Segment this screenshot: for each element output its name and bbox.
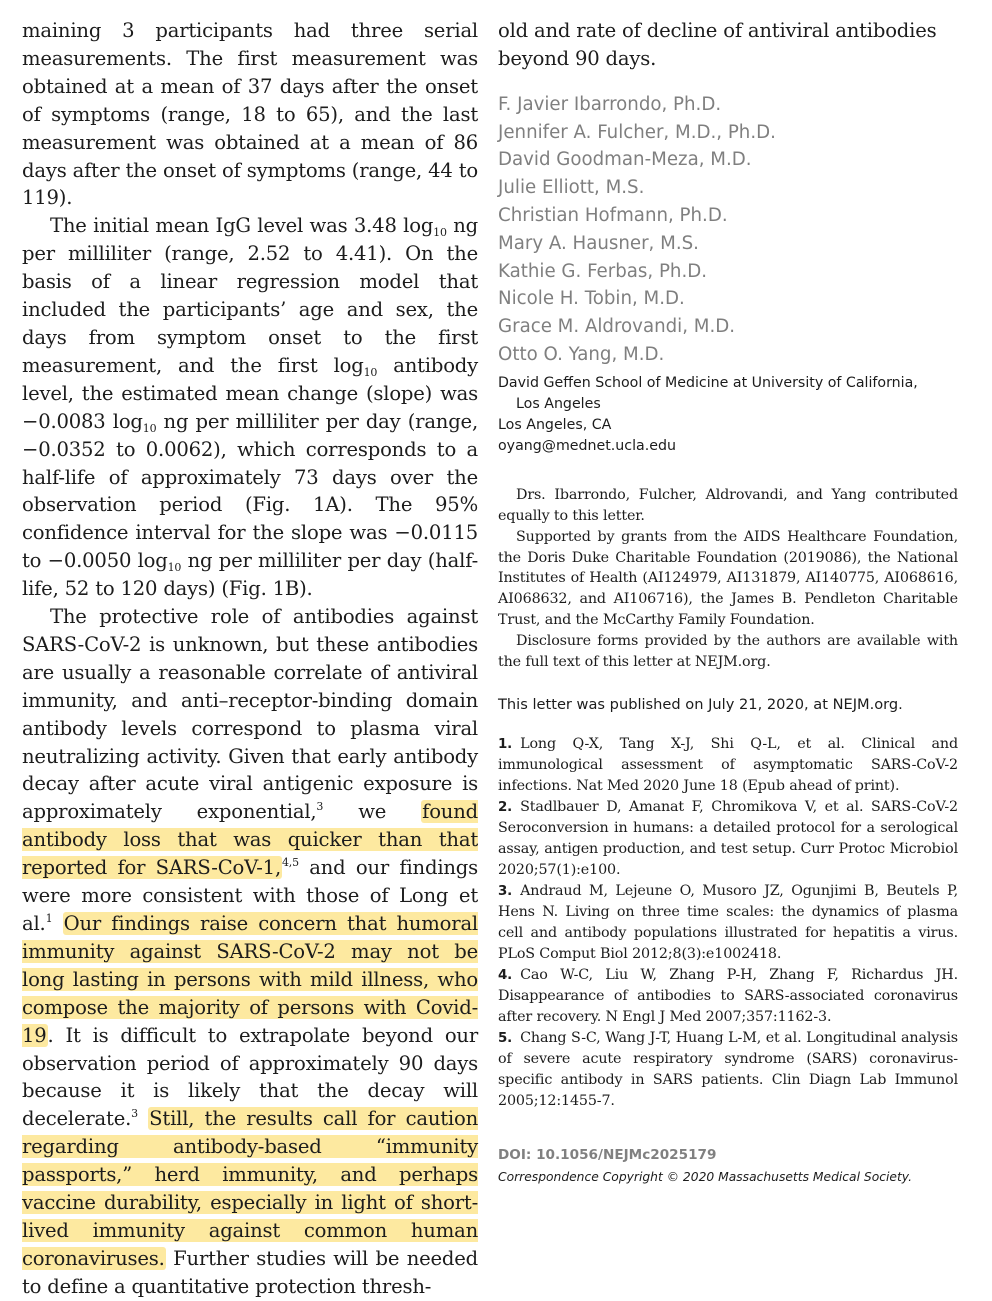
reference-item[interactable] [498, 1028, 958, 1112]
author-name: David Goodman-Meza, M.D. [498, 149, 752, 171]
author-name: Julie Elliott, M.S. [498, 177, 645, 199]
doi-link[interactable]: DOI: 10.1056/NEJMc2025179 [498, 1147, 717, 1163]
affiliation-line: David Geffen School of Medicine at University of California, [498, 374, 918, 391]
publication-note: This letter was published on July 21, 2020, at NEJM.org. [498, 695, 903, 713]
subscript: 10 [167, 561, 182, 575]
reference-number: 4. [498, 967, 513, 983]
reference-text: Chang S-C, Wang J-T, Huang L-M, et al. Longitudinal analysis of severe acute respiratory syndrome (SARS) coronavirus-specific antibody in SARS patients. Clin Diagn Lab Immunol 2005;12:1455-7. [498, 1029, 958, 1109]
note-contribution: Drs. Ibarrondo, Fulcher, Aldrovandi, and Yang contributed equally to this letter. [498, 486, 958, 524]
reference-text: Long Q-X, Tang X-J, Shi Q-L, et al. Clinical and immunological assessment of asymptomatic SARS-CoV-2 infections. Nat Med 2020 June 18 (Epub ahead of print). [498, 735, 958, 794]
text: antibody level, the estimated mean change (slope) was −0.0083 log [22, 353, 479, 433]
text: and our findings were more consistent with those of Long et al. [22, 856, 478, 935]
reference-text: Andraud M, Lejeune O, Musoro JZ, Ogunjimi B, Beutels P, Hens N. Living on three time scales: the dynamics of plasma cell and antibody populations illustrated for hepatitis a virus. PLoS Comput Biol 2012;8(3):e1002418. [498, 882, 958, 962]
author-name: Mary A. Hausner, M.S. [498, 232, 699, 254]
author-email-link[interactable]: oyang@mednet.ucla.edu [498, 437, 676, 454]
left-column [22, 17, 478, 1301]
author-list [498, 91, 958, 369]
author-name: F. Javier Ibarrondo, Ph.D. [498, 93, 722, 115]
paragraph-igg-level [22, 212, 478, 603]
affiliation-line: Los Angeles [516, 395, 601, 412]
reference-number: 5. [498, 1030, 513, 1046]
author-name: Christian Hofmann, Ph.D. [498, 205, 728, 226]
citation-superscript[interactable]: 3 [316, 800, 324, 814]
text: . It is difficult to extrapolate beyond our observation period of approximately 90 days because it is likely that the decay will decelerate. [22, 1023, 478, 1131]
reference-number: 2. [498, 799, 513, 815]
text: ng per milliliter (range, 2.52 to 4.41). On the basis of a linear regression model that included the participants’ age and sex, the days from symptom onset to the first measurement, and the first log [22, 214, 478, 377]
reference-item[interactable] [498, 881, 958, 965]
reference-text: Stadlbauer D, Amanat F, Chromikova V, et al. SARS-CoV-2 Seroconversion in humans: a detailed protocol for a serological assay, antigen production, and test setup. Curr Protoc Microbiol 2020;57(1):e100. [498, 798, 958, 878]
author-name: Grace M. Aldrovandi, M.D. [498, 316, 736, 338]
author-notes [498, 485, 958, 673]
citation-superscript[interactable]: 4,5 [281, 856, 299, 870]
author-name: Otto O. Yang, M.D. [498, 343, 665, 365]
reference-item[interactable] [498, 797, 958, 881]
text: Further studies will be needed to define a quantitative protection thresh- [22, 1246, 478, 1298]
reference-item[interactable] [498, 965, 958, 1028]
citation-superscript[interactable]: 1 [45, 912, 53, 925]
note-funding: Supported by grants from the AIDS Healthcare Foundation, the Doris Duke Charitable Foundation (2019086), the National Institutes of Health (AI124979, AI131879, AI140775, AI068616, AI068632, and AI106716), the James B. Pendleton Charitable Trust, and the McCarthy Family Foundation. [498, 528, 958, 629]
affiliation-block [498, 373, 958, 457]
author-name: Nicole H. Tobin, M.D. [498, 288, 685, 310]
note-disclosure: Disclosure forms provided by the authors are available with the full text of this letter at NEJM.org. [498, 633, 958, 671]
subscript: 10 [363, 365, 378, 379]
reference-number: 3. [498, 883, 513, 899]
paragraph-measurements: maining 3 participants had three serial measurements. The first measurement was obtained at a mean of 37 days after the onset of symptoms (range, 18 to 65), and the last measurement was obtained at a mean of 86 days after the onset of symptoms (range, 44 to 119). [22, 19, 478, 210]
subscript: 10 [433, 226, 447, 240]
text [52, 912, 62, 935]
reference-number: 1. [498, 736, 513, 752]
author-name: Jennifer A. Fulcher, M.D., Ph.D. [498, 121, 776, 143]
right-column [498, 17, 958, 1112]
author-name: Kathie G. Ferbas, Ph.D. [498, 260, 708, 282]
affiliation-line: Los Angeles, CA [498, 416, 612, 433]
reference-text: Cao W-C, Liu W, Zhang P-H, Zhang F, Richardus JH. Disappearance of antibodies to SARS-associated coronavirus after recovery. N Engl J Med 2007;357:1162-3. [498, 966, 958, 1025]
text: The protective role of antibodies against SARS-CoV-2 is unknown, but these antibodies are usually a reasonable correlate of antiviral immunity, and anti–receptor-binding domain antibody levels correspond to plasma viral neutralizing activity. Given that early antibody decay after acute viral antigenic exposure is approximately exponential, [22, 605, 478, 824]
reference-item[interactable] [498, 734, 958, 797]
paragraph-continuation: old and rate of decline of antiviral antibodies beyond 90 days. [498, 19, 937, 70]
paragraph-protective-role [22, 603, 478, 1301]
text: The initial mean IgG level was 3.48 log [50, 214, 434, 238]
highlighted-text: Our findings raise concern that humoral immunity against SARS-CoV-2 may not be long lasting in persons with mild illness, who compose the majority of persons with Covid-19 [22, 912, 478, 1047]
text: ng per milliliter per day (range, −0.0352 to 0.0062), which corresponds to a half-life of approximately 73 days over the observation period (Fig. 1A). The 95% confidence interval for the slope was −0.0115 to −0.0050 log [22, 409, 478, 573]
citation-superscript[interactable]: 3 [131, 1107, 138, 1121]
highlighted-text: Still, the results call for caution regarding antibody-based “immunity passports,” herd immunity, and perhaps vaccine durability, especially in light of short-lived immunity against common human coronaviruses. [22, 1107, 478, 1270]
reference-list [498, 734, 958, 1112]
text: ng per milliliter per day (half-life, 52 to 120 days) (Fig. 1B). [22, 549, 478, 601]
highlighted-text: found antibody loss that was quicker than that reported for SARS-CoV-1, [22, 800, 478, 880]
text: we [323, 800, 422, 824]
subscript: 10 [142, 421, 157, 435]
copyright-notice: Correspondence Copyright © 2020 Massachusetts Medical Society. [498, 1170, 913, 1184]
